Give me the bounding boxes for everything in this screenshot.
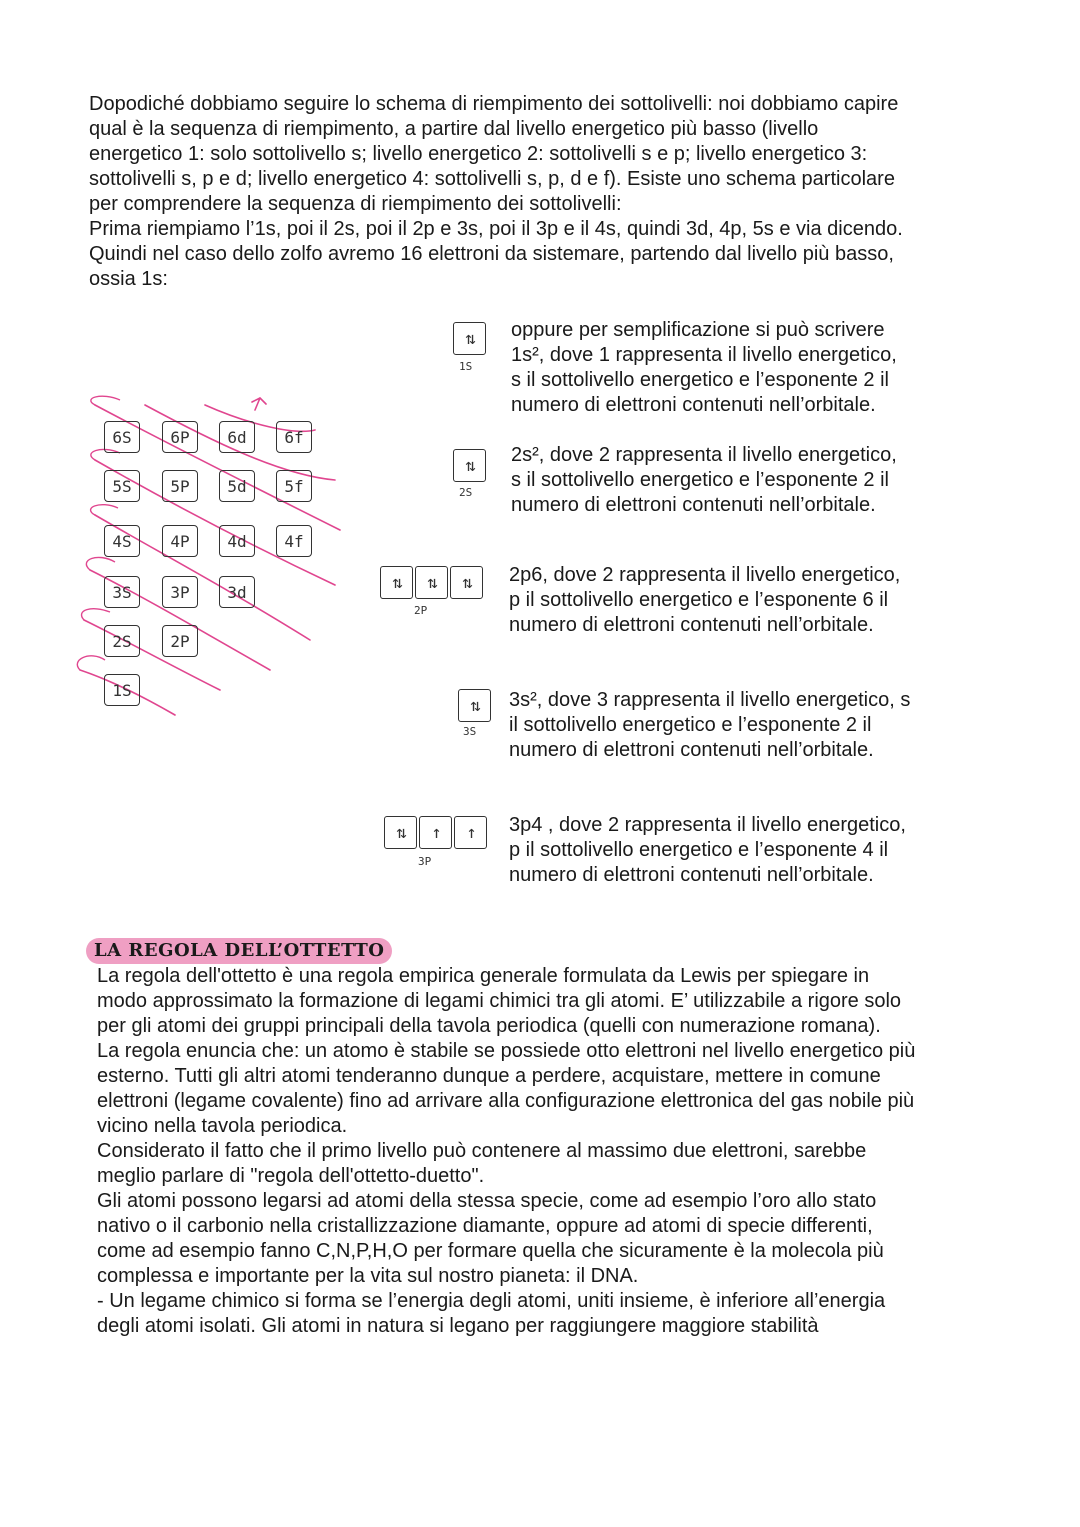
description-2p (509, 563, 969, 638)
orbital-label-3s: 3S (463, 725, 477, 738)
orbital-box: ⇅ (458, 689, 491, 722)
ottetto-line: nativo o il carbonio nella cristallizzazione diamante, oppure ad atomi di specie differenti, (97, 1215, 873, 1237)
orbital-box: ↑ (454, 816, 487, 849)
desc-line: 2p6, dove 2 rappresenta il livello energetico, (509, 564, 901, 586)
orbital-box: ⇅ (380, 566, 413, 599)
desc-line: 3p4 , dove 2 rappresenta il livello energetico, (509, 814, 906, 836)
orbital-2p (380, 566, 483, 599)
orbital-1s (453, 322, 486, 355)
desc-line: s il sottolivello energetico e l’esponente 2 il (511, 369, 889, 391)
ottetto-line: esterno. Tutti gli altri atomi tenderanno dunque a perdere, acquistare, mettere in comune (97, 1065, 881, 1087)
ottetto-line: per gli atomi dei gruppi principali della tavola periodica (quelli con numerazione romana). (97, 1015, 881, 1037)
orbital-2s (453, 449, 486, 482)
sublevel-5s: 5S (104, 470, 140, 502)
sublevel-4f: 4f (276, 525, 312, 557)
desc-line: 3s², dove 3 rappresenta il livello energetico, s (509, 689, 911, 711)
orbital-label-1s: 1S (459, 360, 473, 373)
loop-2 (82, 609, 110, 620)
desc-line: il sottolivello energetico e l’esponente 2 il (509, 714, 872, 736)
orbital-label-2s: 2S (459, 486, 473, 499)
ottetto-line: complessa e importante per la vita sul nostro pianeta: il DNA. (97, 1265, 639, 1287)
sublevel-1s: 1S (104, 674, 140, 706)
desc-line: numero di elettroni contenuti nell’orbitale. (509, 739, 874, 761)
desc-line: 1s², dove 1 rappresenta il livello energetico, (511, 344, 897, 366)
orbital-3s (458, 689, 491, 722)
description-3s (509, 688, 969, 763)
sublevel-6p: 6P (162, 421, 198, 453)
sublevel-5p: 5P (162, 470, 198, 502)
intro-line: Prima riempiamo l’1s, poi il 2s, poi il 2p e 3s, poi il 3p e il 4s, quindi 3d, 4p, 5s e via dicendo. (89, 218, 903, 240)
ottetto-line: elettroni (legame covalente) fino ad arrivare alla configurazione elettronica del gas nobile più (97, 1090, 915, 1112)
sublevel-4d: 4d (219, 525, 255, 557)
sublevel-4p: 4P (162, 525, 198, 557)
loop-6 (91, 396, 120, 405)
orbital-box: ⇅ (384, 816, 417, 849)
section-heading: LA REGOLA DELL’OTTETTO (86, 938, 392, 964)
loop-3 (86, 557, 115, 570)
orbital-box: ⇅ (453, 322, 486, 355)
ottetto-line: Gli atomi possono legarsi ad atomi della stessa specie, come ad esempio l’oro allo stato (97, 1190, 877, 1212)
ottetto-line: vicino nella tavola periodica. (97, 1115, 348, 1137)
desc-line: 2s², dove 2 rappresenta il livello energetico, (511, 444, 897, 466)
desc-line: p il sottolivello energetico e l’esponente 6 il (509, 589, 889, 611)
description-1s (511, 318, 971, 418)
ottetto-line: come ad esempio fanno C,N,P,H,O per formare quella che sicuramente è la molecola più (97, 1240, 884, 1262)
loop-1 (77, 656, 105, 670)
sublevel-2s: 2S (104, 625, 140, 657)
sublevel-6f: 6f (276, 421, 312, 453)
sublevel-6s: 6S (104, 421, 140, 453)
desc-line: numero di elettroni contenuti nell’orbitale. (511, 394, 876, 416)
orbital-box: ⇅ (453, 449, 486, 482)
description-2s (511, 443, 971, 518)
orbital-label-3p: 3P (418, 855, 432, 868)
orbital-box: ⇅ (415, 566, 448, 599)
intro-line: Quindi nel caso dello zolfo avremo 16 elettroni da sistemare, partendo dal livello più basso, (89, 243, 894, 265)
sublevel-3d: 3d (219, 576, 255, 608)
ottetto-line: modo approssimato la formazione di legami chimici tra gli atomi. E’ utilizzabile a rigore solo (97, 990, 902, 1012)
orbital-box: ↑ (419, 816, 452, 849)
description-3p (509, 813, 969, 888)
orbital-3p (384, 816, 487, 849)
intro-line: qual è la sequenza di riempimento, a partire dal livello energetico più basso (livello (89, 118, 819, 140)
sublevel-5d: 5d (219, 470, 255, 502)
orbital-label-2p: 2P (414, 604, 428, 617)
sublevel-4s: 4S (104, 525, 140, 557)
orbital-box: ⇅ (450, 566, 483, 599)
ottetto-line: degli atomi isolati. Gli atomi in natura si legano per raggiungere maggiore stabilità (97, 1315, 819, 1337)
intro-line: ossia 1s: (89, 268, 168, 290)
sublevel-3p: 3P (162, 576, 198, 608)
sublevel-6d: 6d (219, 421, 255, 453)
ottetto-line: La regola dell'ottetto è una regola empirica generale formulata da Lewis per spiegare in (97, 965, 870, 987)
sublevel-2p: 2P (162, 625, 198, 657)
intro-line: energetico 1: solo sottolivello s; livello energetico 2: sottolivelli s e p; livello energetico 3: (89, 143, 868, 165)
ottetto-line: Considerato il fatto che il primo livello può contenere al massimo due elettroni, sarebbe (97, 1140, 867, 1162)
intro-line: sottolivelli s, p e d; livello energetico 4: sottolivelli s, p, d e f). Esiste uno schema particolare (89, 168, 895, 190)
intro-line: per comprendere la sequenza di riempimento dei sottolivelli: (89, 193, 622, 215)
desc-line: numero di elettroni contenuti nell’orbitale. (511, 494, 876, 516)
ottetto-line: La regola enuncia che: un atomo è stabile se possiede otto elettroni nel livello energetico più (97, 1040, 916, 1062)
intro-paragraph (89, 92, 989, 292)
sublevel-5f: 5f (276, 470, 312, 502)
desc-line: p il sottolivello energetico e l’esponente 4 il (509, 839, 889, 861)
ottetto-paragraph (97, 964, 1017, 1339)
loop-4 (91, 505, 118, 515)
desc-line: numero di elettroni contenuti nell’orbitale. (509, 864, 874, 886)
ottetto-line: - Un legame chimico si forma se l’energia degli atomi, uniti insieme, è inferiore all’energia (97, 1290, 886, 1312)
sublevel-3s: 3S (104, 576, 140, 608)
intro-line: Dopodiché dobbiamo seguire lo schema di riempimento dei sottolivelli: noi dobbiamo capire (89, 93, 899, 115)
arrow-up (252, 398, 266, 410)
desc-line: numero di elettroni contenuti nell’orbitale. (509, 614, 874, 636)
desc-line: oppure per semplificazione si può scrivere (511, 319, 885, 341)
ottetto-line: meglio parlare di "regola dell'ottetto-duetto". (97, 1165, 485, 1187)
desc-line: s il sottolivello energetico e l’esponente 2 il (511, 469, 889, 491)
